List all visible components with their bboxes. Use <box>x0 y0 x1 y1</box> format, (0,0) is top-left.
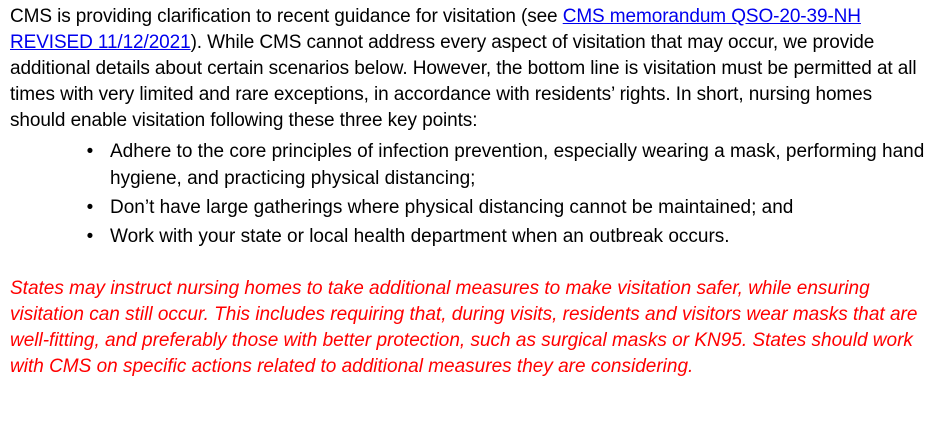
key-points-list <box>10 138 926 250</box>
cms-memorandum-link[interactable]: CMS memorandum QSO-20-39-NH REVISED 11/12/2021 <box>10 6 861 53</box>
bullet-icon: • <box>86 226 94 247</box>
list-item <box>80 138 926 192</box>
list-item-text: Work with your state or local health department when an outbreak occurs. <box>110 226 730 247</box>
bullet-icon: • <box>86 197 94 218</box>
intro-paragraph <box>10 4 926 134</box>
list-item <box>80 194 926 221</box>
list-item-text: Don’t have large gatherings where physical distancing cannot be maintained; and <box>110 197 794 218</box>
bullet-icon: • <box>86 141 94 162</box>
intro-text-end: ). While CMS cannot address every aspect of visitation that may occur, we provide additional details about certain scenarios below. However, the bottom line is visitation must be permitted at all times with very limited and rare exceptions, in accordance with residents’ rights. In short, nursing homes should enable visitation following these three key points: <box>10 32 917 131</box>
list-item-text: Adhere to the core principles of infection prevention, especially wearing a mask, performing hand hygiene, and practicing physical distancing; <box>110 141 925 189</box>
states-notice-paragraph: States may instruct nursing homes to take additional measures to make visitation safer, while ensuring visitation can still occur. This includes requiring that, during visits, residents and visitors wear masks that are well-fitting, and preferably those with better protection, such as surgical masks or KN95. States should work with CMS on specific actions related to additional measures they are considering. <box>10 278 918 377</box>
intro-text-start: CMS is providing clarification to recent guidance for visitation (see <box>10 6 563 27</box>
list-item <box>80 223 926 250</box>
